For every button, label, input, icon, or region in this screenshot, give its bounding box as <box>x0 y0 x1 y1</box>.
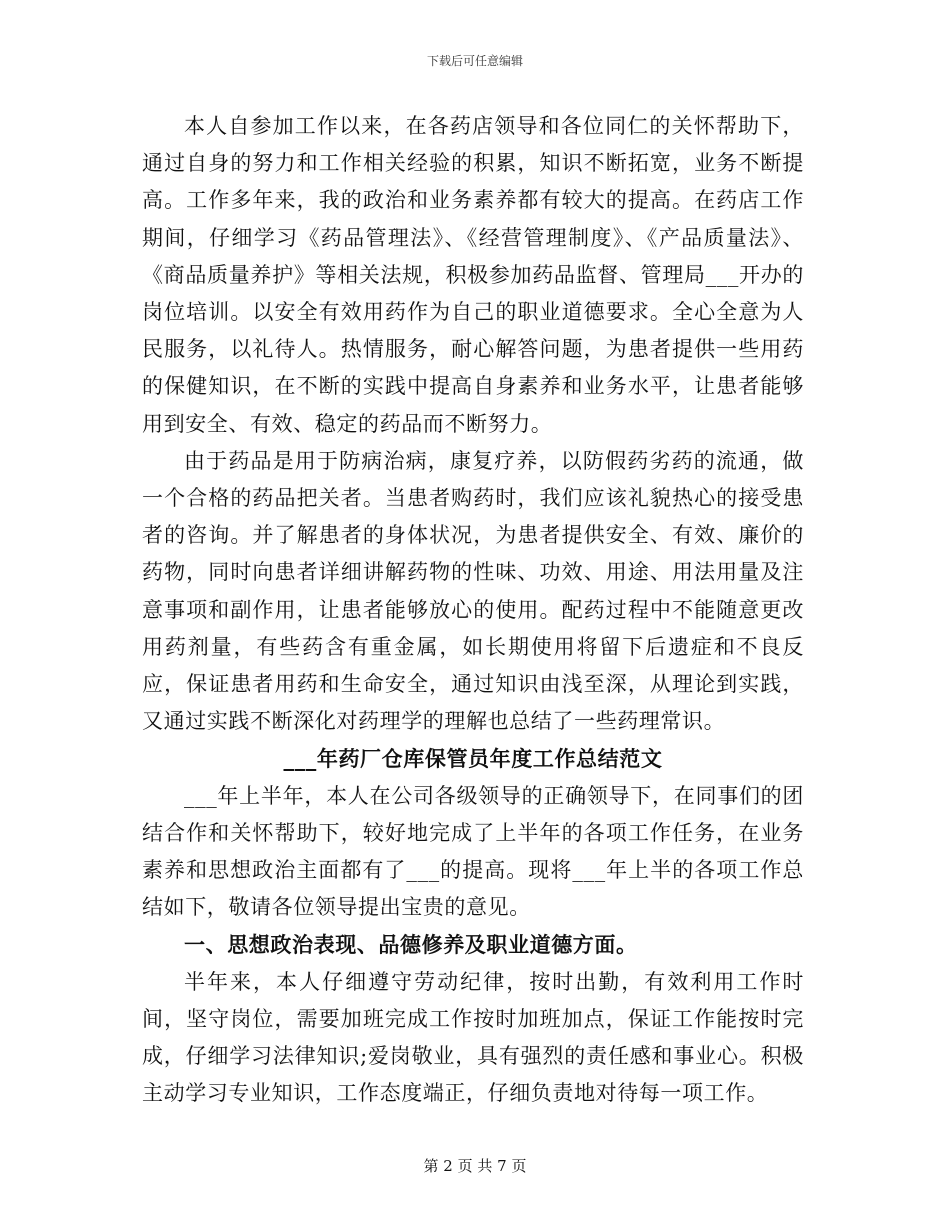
page-header-note: 下载后可任意编辑 <box>426 54 523 68</box>
document-body <box>142 108 804 1112</box>
section-heading: 一、思想政治表现、品德修养及职业道德方面。 <box>184 932 638 958</box>
body-paragraph: 由于药品是用于防病治病，康复疗养，以防假药劣药的流通，做一个合格的药品把关者。当患者购药时，我们应该礼貌热心的接受患者的咨询。并了解患者的身体状况，为患者提供安全、有效、廉价的药物，同时向患者详细讲解药物的性味、功效、用途、用法用量及注意事项和副作用，让患者能够放心的使用。配药过程中不能随意更改用药剂量，有些药含有重金属，如长期使用将留下后遗症和不良反应，保证患者用药和生命安全，通过知识由浅至深，从理论到实践，又通过实践不断深化对药理学的理解也总结了一些药理常识。 <box>142 448 804 734</box>
section-title: ___年药厂仓库保管员年度工作总结范文 <box>283 746 663 772</box>
body-paragraph: 本人自参加工作以来，在各药店领导和各位同仁的关怀帮助下，通过自身的努力和工作相关经验的积累，知识不断拓宽，业务不断提高。工作多年来，我的政治和业务素养都有较大的提高。在药店工作期间，仔细学习《药品管理法》、《经营管理制度》、《产品质量法》、《商品质量养护》等相关法规，积极参加药品监督、管理局___开办的岗位培训。以安全有效用药作为自己的职业道德要求。全心全意为人民服务，以礼待人。热情服务，耐心解答问题，为患者提供一些用药的保健知识，在不断的实践中提高自身素养和业务水平，让患者能够用到安全、有效、稳定的药品而不断努力。 <box>142 114 804 436</box>
page-number: 第 2 页 共 7 页 <box>423 1157 527 1175</box>
body-paragraph: ___年上半年，本人在公司各级领导的正确领导下，在同事们的团结合作和关怀帮助下，较好地完成了上半年的各项工作任务，在业务素养和思想政治主面都有了___的提高。现将___年上半的各项工作总结如下，敬请各位领导提出宝贵的意见。 <box>142 783 804 920</box>
body-paragraph: 半年来，本人仔细遵守劳动纪律，按时出勤，有效利用工作时间，坚守岗位，需要加班完成工作按时加班加点，保证工作能按时完成，仔细学习法律知识;爱岗敬业，具有强烈的责任感和事业心。积极主动学习专业知识，工作态度端正，仔细负责地对待每一项工作。 <box>142 969 804 1106</box>
